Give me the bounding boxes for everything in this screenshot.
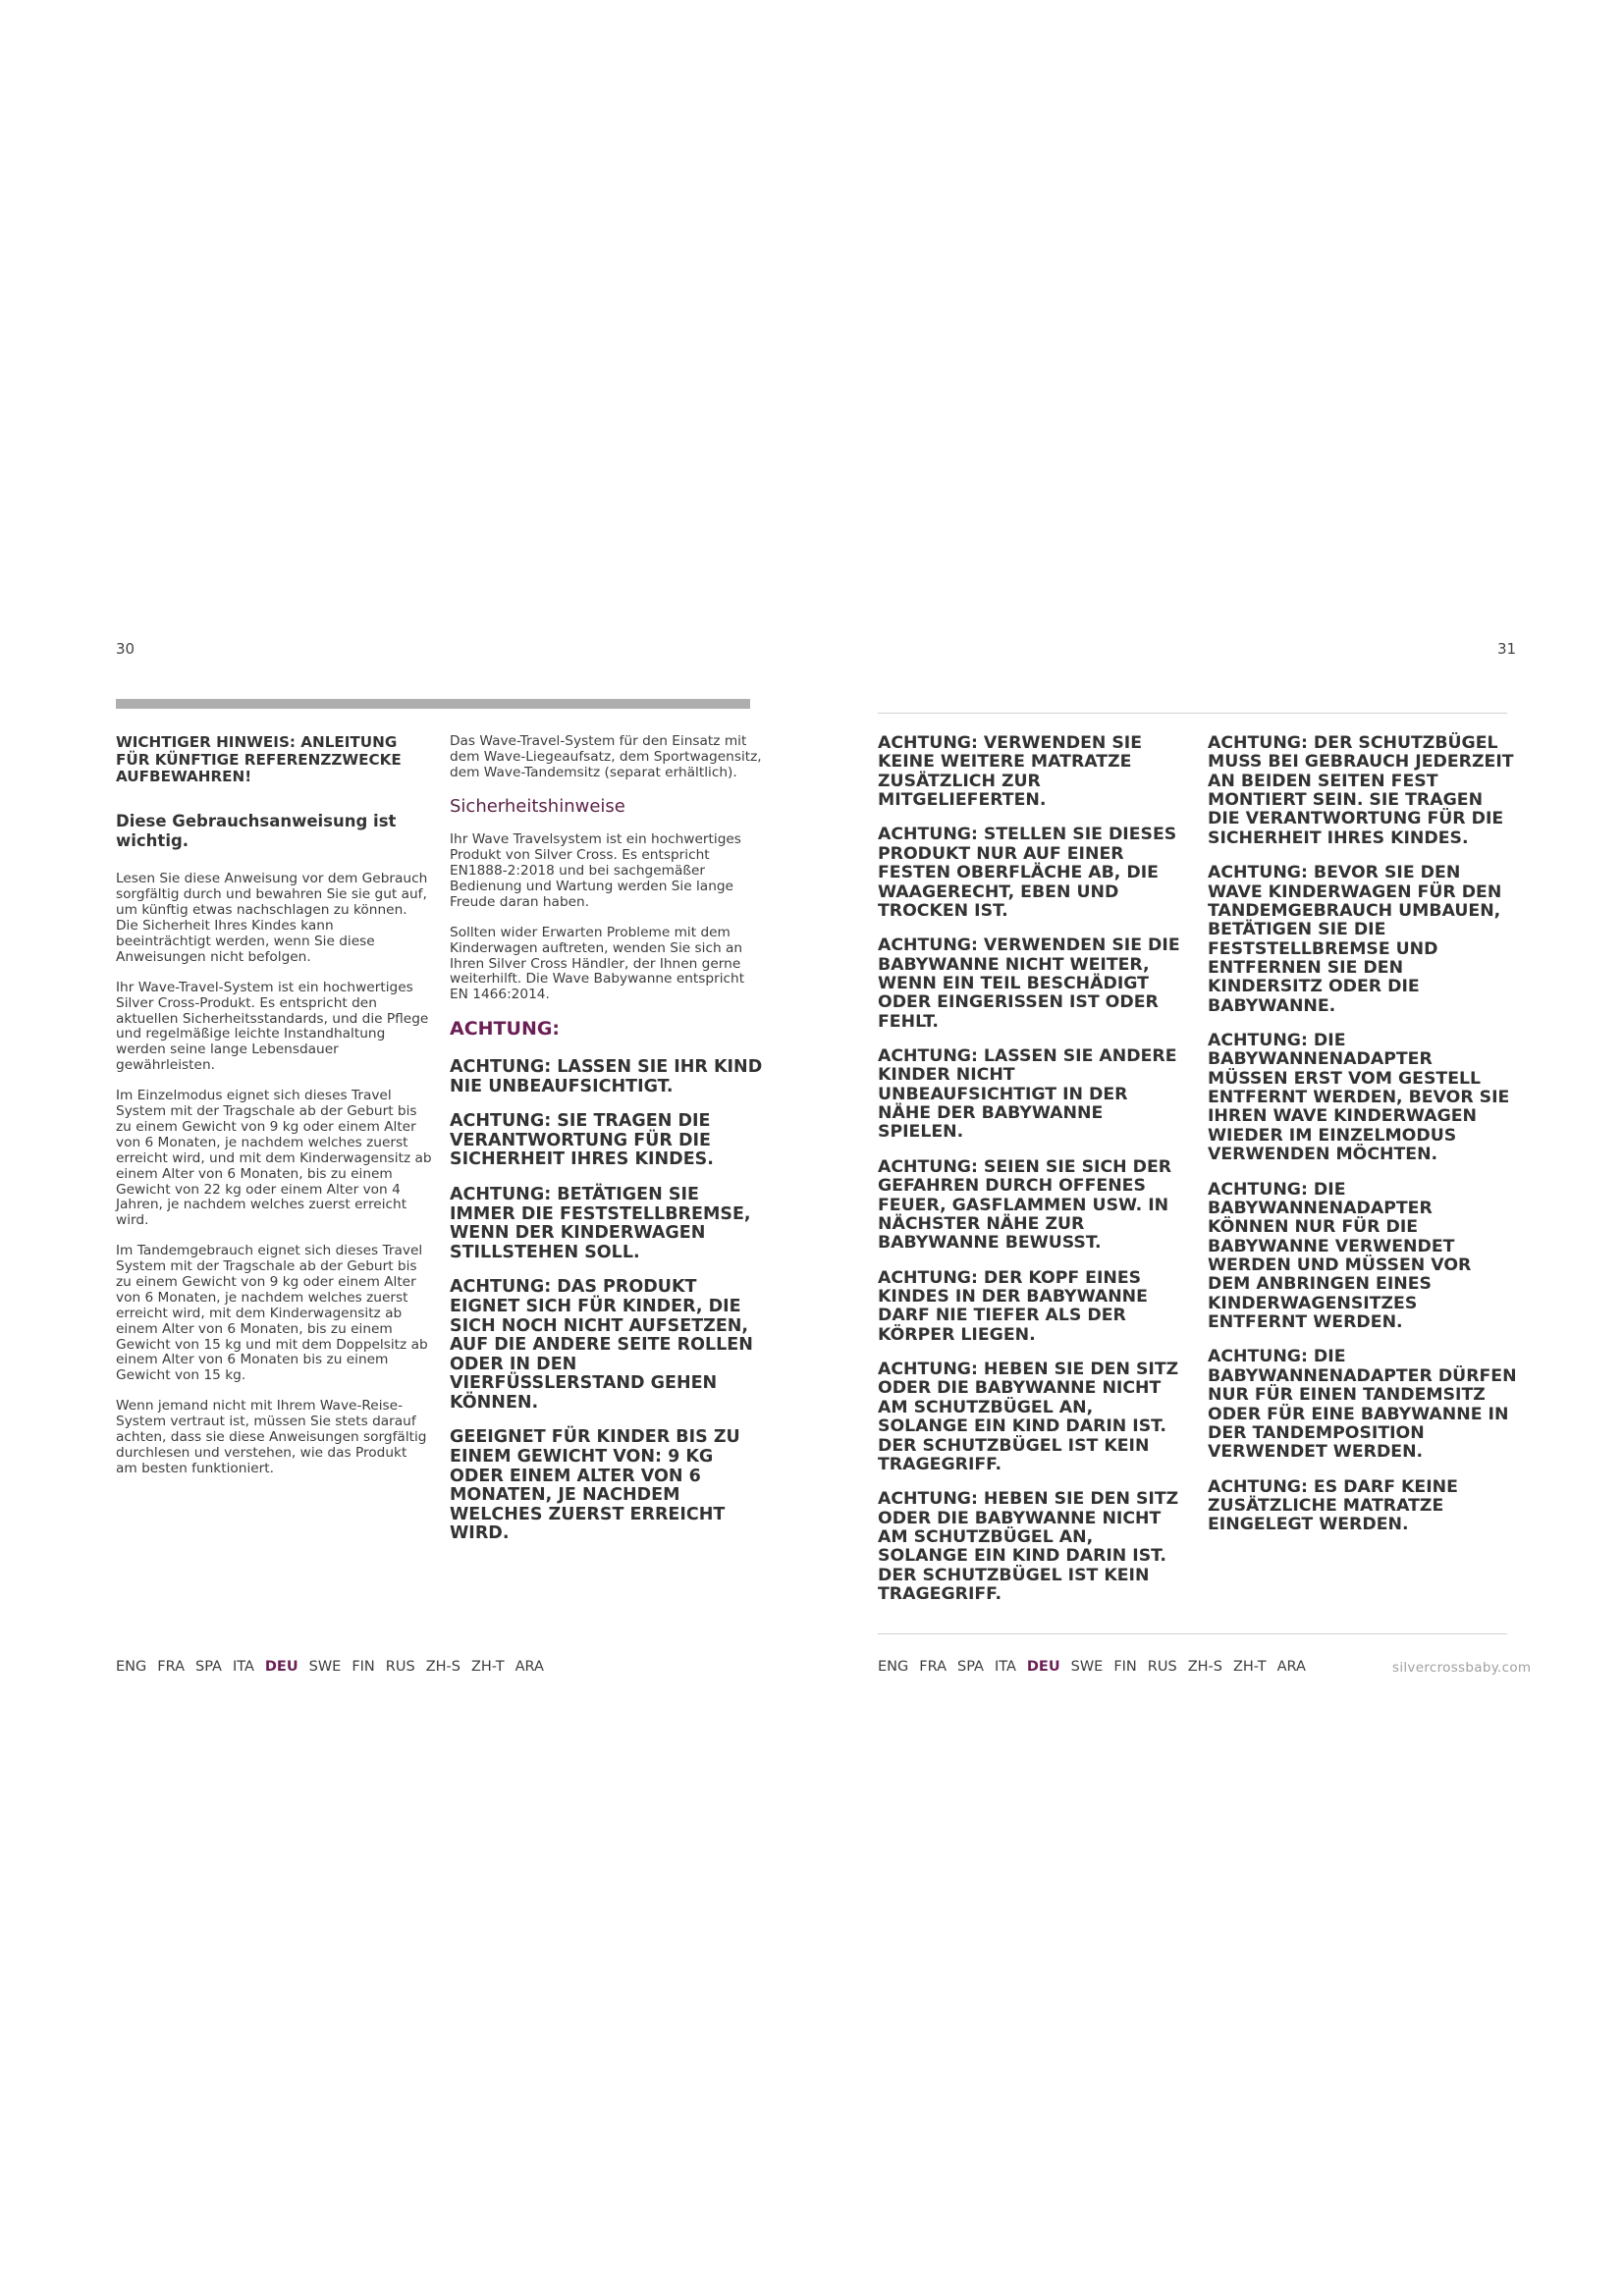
warning-item: ACHTUNG: STELLEN SIE DIESES PRODUKT NUR AUF EINER FESTEN OBERFLÄCHE AB, DIE WAAGERECHT, EBEN UND TROCKEN IST. bbox=[878, 825, 1177, 921]
language-link-fra[interactable]: FRA bbox=[919, 1659, 947, 1675]
page-number-right: 31 bbox=[1497, 640, 1517, 658]
body-paragraph: Wenn jemand nicht mit Ihrem Wave-Reise-System vertraut ist, müssen Sie stets darauf achten, dass sie diese Anweisungen sorgfältig durchlesen und verstehen, wie das Produkt am besten funktioniert. bbox=[116, 1398, 427, 1476]
body-paragraph: Lesen Sie diese Anweisung vor dem Gebrauch sorgfältig durch und bewahren Sie sie gut auf, um künftig etwas nachschlagen zu können. Die Sicherheit Ihres Kindes kann beeinträchtigt werden, wenn Sie diese Anweisungen nicht befolgen. bbox=[116, 871, 428, 965]
language-link-ita[interactable]: ITA bbox=[994, 1659, 1016, 1675]
body-paragraph: Ihr Wave Travelsystem ist ein hochwertiges Produkt von Silver Cross. Es entspricht EN1888-2:2018 und bei sachgemäßer Bedienung und Wartung werden Sie lange Freude daran haben. bbox=[450, 831, 741, 910]
language-link-fra[interactable]: FRA bbox=[157, 1659, 185, 1675]
achtung-title: ACHTUNG: bbox=[450, 1018, 561, 1041]
warning-item: ACHTUNG: HEBEN SIE DEN SITZ ODER DIE BABYWANNE NICHT AM SCHUTZBÜGEL AN, SOLANGE EIN KIND DARIN IST. DER SCHUTZBÜGEL IST KEIN TRAGEGRIFF. bbox=[878, 1489, 1179, 1605]
warning-item: GEEIGNET FÜR KINDER BIS ZU EINEM GEWICHT VON: 9 KG ODER EINEM ALTER VON 6 MONATEN, JE NACHDEM WELCHES ZUERST ERREICHT WIRD. bbox=[450, 1427, 740, 1544]
warning-item: ACHTUNG: DER SCHUTZBÜGEL MUSS BEI GEBRAUCH JEDERZEIT AN BEIDEN SEITEN FEST MONTIERT SEIN. SIE TRAGEN DIE VERANTWORTUNG FÜR DIE SICHERHEIT IHRES KINDES. bbox=[1208, 733, 1514, 848]
language-link-zh-s[interactable]: ZH-S bbox=[1187, 1659, 1222, 1675]
header-rule-right bbox=[878, 713, 1507, 714]
language-link-deu[interactable]: DEU bbox=[1026, 1659, 1060, 1675]
language-link-swe[interactable]: SWE bbox=[1070, 1659, 1104, 1675]
language-link-ara[interactable]: ARA bbox=[514, 1659, 544, 1675]
warning-item: ACHTUNG: ES DARF KEINE ZUSÄTZLICHE MATRATZE EINGELEGT WERDEN. bbox=[1208, 1476, 1458, 1535]
intro-paragraph: Das Wave-Travel-System für den Einsatz mit dem Wave-Liegeaufsatz, dem Sportwagensitz, dem Wave-Tandemsitz (separat erhältlich). bbox=[450, 733, 762, 780]
language-link-rus[interactable]: RUS bbox=[385, 1659, 415, 1675]
right-column-2 bbox=[1208, 734, 1517, 1551]
warning-item: ACHTUNG: HEBEN SIE DEN SITZ ODER DIE BABYWANNE NICHT AM SCHUTZBÜGEL AN, SOLANGE EIN KIND DARIN IST. DER SCHUTZBÜGEL IST KEIN TRAGEGRIFF. bbox=[878, 1360, 1179, 1474]
body-paragraph: Ihr Wave-Travel-System ist ein hochwertiges Silver Cross-Produkt. Es entspricht den aktuellen Sicherheitsstandards, und die Pflege und regelmäßige leichte Instandhaltung werden seine lange Lebensdauer gewährleisten. bbox=[116, 979, 429, 1074]
language-link-spa[interactable]: SPA bbox=[957, 1659, 984, 1675]
language-link-eng[interactable]: ENG bbox=[116, 1659, 147, 1675]
body-paragraph: Im Tandemgebrauch eignet sich dieses Travel System mit der Tragschale ab der Geburt bis zu einem Gewicht von 9 kg oder einem Alter von 6 Monaten, je nachdem welches zuerst erreicht wird, mit dem Kinderwagensitz ab einem Alter von 6 Monaten, bis zu einem Gewicht von 15 kg und mit dem Doppelsitz ab einem Alter von 6 Monaten bis zu einem Gewicht von 15 kg. bbox=[116, 1243, 428, 1384]
language-link-zh-s[interactable]: ZH-S bbox=[425, 1659, 460, 1675]
language-link-spa[interactable]: SPA bbox=[195, 1659, 222, 1675]
website-url[interactable]: silvercrossbaby.com bbox=[1392, 1660, 1532, 1676]
language-link-swe[interactable]: SWE bbox=[308, 1659, 342, 1675]
body-paragraph: Im Einzelmodus eignet sich dieses Travel System mit der Tragschale ab der Geburt bis zu einem Gewicht von 9 kg oder einem Alter von 6 Monaten, je nachdem welches zuerst erreicht wird, und mit dem Kinderwagensitz ab einem Alter von 6 Monaten, bis zu einem Gewicht von 22 kg oder einem Alter von 4 Jahren, je nachdem welches zuerst erreicht wird. bbox=[116, 1088, 432, 1229]
language-link-fin[interactable]: FIN bbox=[352, 1659, 375, 1675]
language-link-fin[interactable]: FIN bbox=[1113, 1659, 1137, 1675]
warning-item: ACHTUNG: VERWENDEN SIE DIE BABYWANNE NICHT WEITER, WENN EIN TEIL BESCHÄDIGT ODER EINGERISSEN IST ODER FEHLT. bbox=[878, 935, 1180, 1032]
warning-item: ACHTUNG: LASSEN SIE IHR KIND NIE UNBEAUFSICHTIGT. bbox=[450, 1056, 763, 1096]
footer-rule-right bbox=[878, 1633, 1507, 1634]
page-number-left: 30 bbox=[116, 640, 135, 658]
warning-item: ACHTUNG: SIE TRAGEN DIE VERANTWORTUNG FÜR DIE SICHERHEIT IHRES KINDES. bbox=[450, 1111, 714, 1170]
safety-section-title: Sicherheitshinweise bbox=[450, 795, 625, 817]
instructions-subhead: Diese Gebrauchsanweisung ist wichtig. bbox=[116, 811, 397, 850]
language-link-eng[interactable]: ENG bbox=[878, 1659, 909, 1675]
language-link-ara[interactable]: ARA bbox=[1276, 1659, 1306, 1675]
header-rule-left bbox=[116, 699, 750, 709]
language-link-ita[interactable]: ITA bbox=[232, 1659, 254, 1675]
warning-item: ACHTUNG: BEVOR SIE DEN WAVE KINDERWAGEN FÜR DEN TANDEMGEBRAUCH UMBAUEN, BETÄTIGEN SIE DIE FESTSTELLBREMSE UND ENTFERNEN SIE DEN KINDERSITZ ODER DIE BABYWANNE. bbox=[1208, 863, 1502, 1016]
language-nav-left bbox=[116, 1659, 544, 1675]
language-link-rus[interactable]: RUS bbox=[1147, 1659, 1177, 1675]
right-column-1 bbox=[878, 734, 1185, 1620]
warning-item: ACHTUNG: DIE BABYWANNENADAPTER MÜSSEN ERST VOM GESTELL ENTFERNT WERDEN, BEVOR SIE IHREN WAVE KINDERWAGEN WIEDER IM EINZELMODUS VERWENDEN MÖCHTEN. bbox=[1208, 1031, 1510, 1165]
warning-item: ACHTUNG: BETÄTIGEN SIE IMMER DIE FESTSTELLBREMSE, WENN DER KINDERWAGEN STILLSTEHEN SOLL. bbox=[450, 1184, 751, 1262]
warning-item: ACHTUNG: DAS PRODUKT EIGNET SICH FÜR KINDER, DIE SICH NOCH NICHT AUFSETZEN, AUF DIE ANDERE SEITE ROLLEN ODER IN DEN VIERFÜSSLERSTAND GEHEN KÖNNEN. bbox=[450, 1277, 753, 1413]
important-notice: WICHTIGER HINWEIS: ANLEITUNG FÜR KÜNFTIGE REFERENZZWECKE AUFBEWAHREN! bbox=[116, 733, 402, 786]
warning-item: ACHTUNG: DER KOPF EINES KINDES IN DER BABYWANNE DARF NIE TIEFER ALS DER KÖRPER LIEGEN. bbox=[878, 1267, 1148, 1345]
warning-item: ACHTUNG: VERWENDEN SIE KEINE WEITERE MATRATZE ZUSÄTZLICH ZUR MITGELIEFERTEN. bbox=[878, 733, 1143, 811]
language-link-zh-t[interactable]: ZH-T bbox=[1232, 1659, 1267, 1675]
language-link-deu[interactable]: DEU bbox=[264, 1659, 298, 1675]
warning-item: ACHTUNG: DIE BABYWANNENADAPTER DÜRFEN NUR FÜR EINEN TANDEMSITZ ODER FÜR EINE BABYWANNE IN DER TANDEMPOSITION VERWENDET WERDEN. bbox=[1208, 1347, 1517, 1463]
body-paragraph: Sollten wider Erwarten Probleme mit dem Kinderwagen auftreten, wenden Sie sich an Ihren Silver Cross Händler, der Ihnen gerne weiterhilft. Die Wave Babywanne entspricht EN 1466:2014. bbox=[450, 924, 745, 1003]
warning-item: ACHTUNG: DIE BABYWANNENADAPTER KÖNNEN NUR FÜR DIE BABYWANNE VERWENDET WERDEN UND MÜSSEN VOR DEM ANBRINGEN EINES KINDERWAGENSITZES ENTFERNT WERDEN. bbox=[1208, 1179, 1472, 1333]
left-column-1 bbox=[116, 734, 432, 1492]
left-column-2 bbox=[450, 734, 764, 1560]
warning-item: ACHTUNG: SEIEN SIE SICH DER GEFAHREN DURCH OFFENES FEUER, GASFLAMMEN USW. IN NÄCHSTER NÄHE ZUR BABYWANNE BEWUSST. bbox=[878, 1156, 1172, 1254]
warning-item: ACHTUNG: LASSEN SIE ANDERE KINDER NICHT UNBEAUFSICHTIGT IN DER NÄHE DER BABYWANNE SPIELEN. bbox=[878, 1046, 1177, 1143]
language-nav-right bbox=[878, 1659, 1306, 1675]
language-link-zh-t[interactable]: ZH-T bbox=[470, 1659, 505, 1675]
